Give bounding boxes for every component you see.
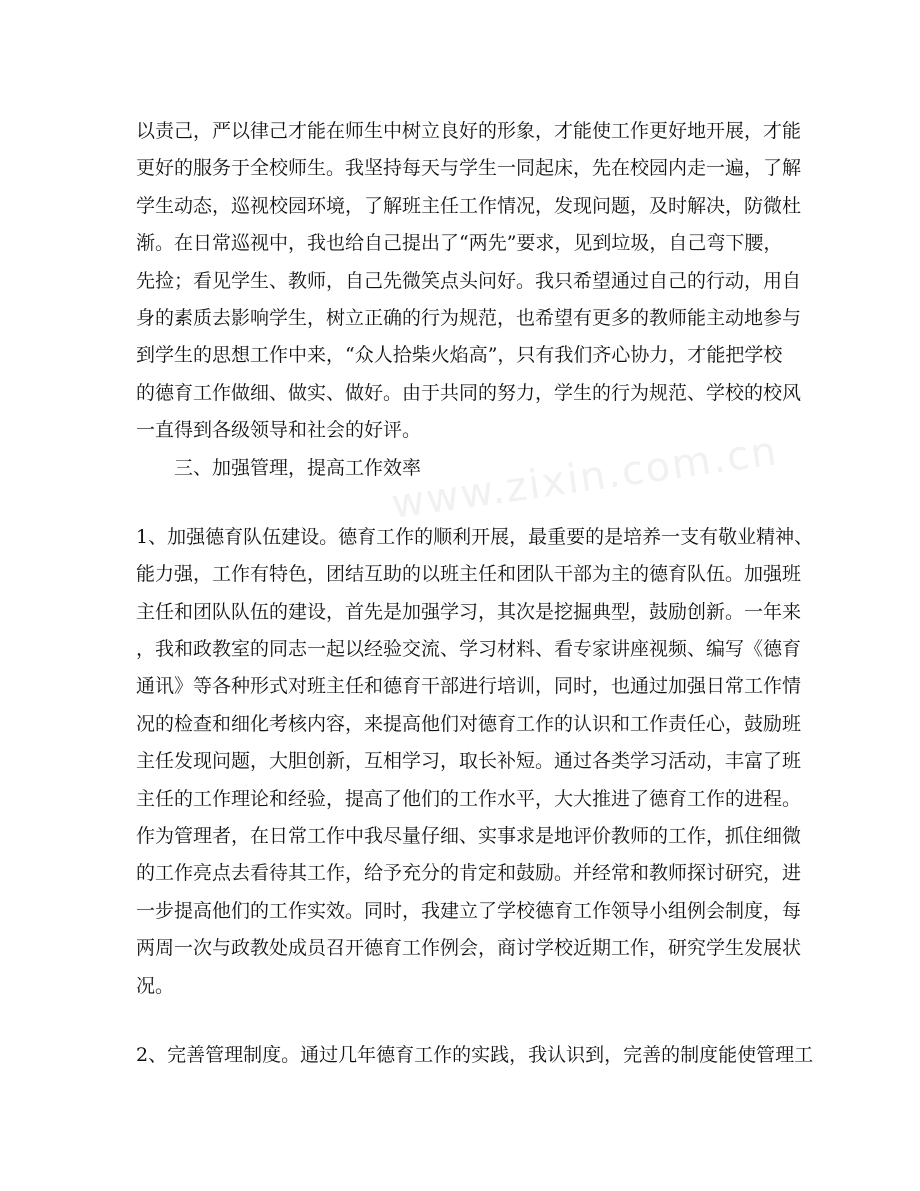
text-line: 能力强，工作有特色，团结互助的以班主任和团队干部为主的德育队伍。加强班 [136,563,802,586]
paragraph-responsibility [136,113,802,450]
paragraph-gap [136,487,786,519]
text-line: 作为管理者，在日常工作中我尽量仔细、实事求是地评价教师的工作，抓住细微 [136,825,802,848]
text-line: 主任的工作理论和经验，提高了他们的工作水平，大大推进了德育工作的进程。 [136,787,802,810]
text-line: 的德育工作做细、做实、做好。由于共同的努力，学生的行为规范、学校的校风 [136,381,802,404]
text-line: ，我和政教室的同志一起以经验交流、学习材料、看专家讲座视频、编写《德育 [136,638,802,661]
paragraph-team-building [136,519,814,1005]
text-line: 1、加强德育队伍建设。德育工作的顺利开展，最重要的是培养一支有敬业精神、 [136,525,814,548]
text-line: 通讯》等各种形式对班主任和德育干部进行培训，同时，也通过加强日常工作情 [136,675,802,698]
paragraph-gap [136,1005,786,1037]
text-line: 先捡；看见学生、教师，自己先微笑点头问好。我只希望通过自己的行动，用自 [136,269,802,292]
document-body [136,113,814,1074]
text-line: 更好的服务于全校师生。我坚持每天与学生一同起床，先在校园内走一遍，了解 [136,157,802,180]
text-line: 以责己，严以律己才能在师生中树立良好的形象，才能使工作更好地开展，才能 [136,120,802,142]
section-heading: 三、加强管理，提高工作效率 [174,456,422,479]
paragraph-management-system [136,1037,814,1074]
text-line: 况的检查和细化考核内容，来提高他们对德育工作的认识和工作责任心，鼓励班 [136,712,802,735]
text-line: 主任发现问题，大胆创新，互相学习，取长补短。通过各类学习活动，丰富了班 [136,750,802,773]
text-line: 学生动态，巡视校园环境，了解班主任工作情况，发现问题，及时解决，防微杜 [136,194,802,217]
text-line: 况。 [136,974,175,997]
text-line: 主任和团队队伍的建设，首先是加强学习，其次是挖掘典型，鼓励创新。一年来 [136,600,802,623]
text-line: 渐。在日常巡视中，我也给自己提出了“两先”要求，见到垃圾，自己弯下腰， [136,232,783,255]
text-line: 2、完善管理制度。通过几年德育工作的实践，我认识到，完善的制度能使管理工 [136,1043,814,1066]
text-line: 一步提高他们的工作实效。同时，我建立了学校德育工作领导小组例会制度，每 [136,899,802,922]
watermark: www.zixin.com.cn [388,428,781,528]
text-line: 两周一次与政教处成员召开德育工作例会，商讨学校近期工作，研究学生发展状 [136,937,802,960]
text-line: 到学生的思想工作中来，“众人拾柴火焰高”，只有我们齐心协力，才能把学校 [136,344,783,367]
text-line: 一直得到各级领导和社会的好评。 [136,419,422,442]
text-line: 身的素质去影响学生，树立正确的行为规范，也希望有更多的教师能主动地参与 [136,306,802,329]
text-line: 的工作亮点去看待其工作，给予充分的肯定和鼓励。并经常和教师探讨研究，进 [136,862,802,885]
